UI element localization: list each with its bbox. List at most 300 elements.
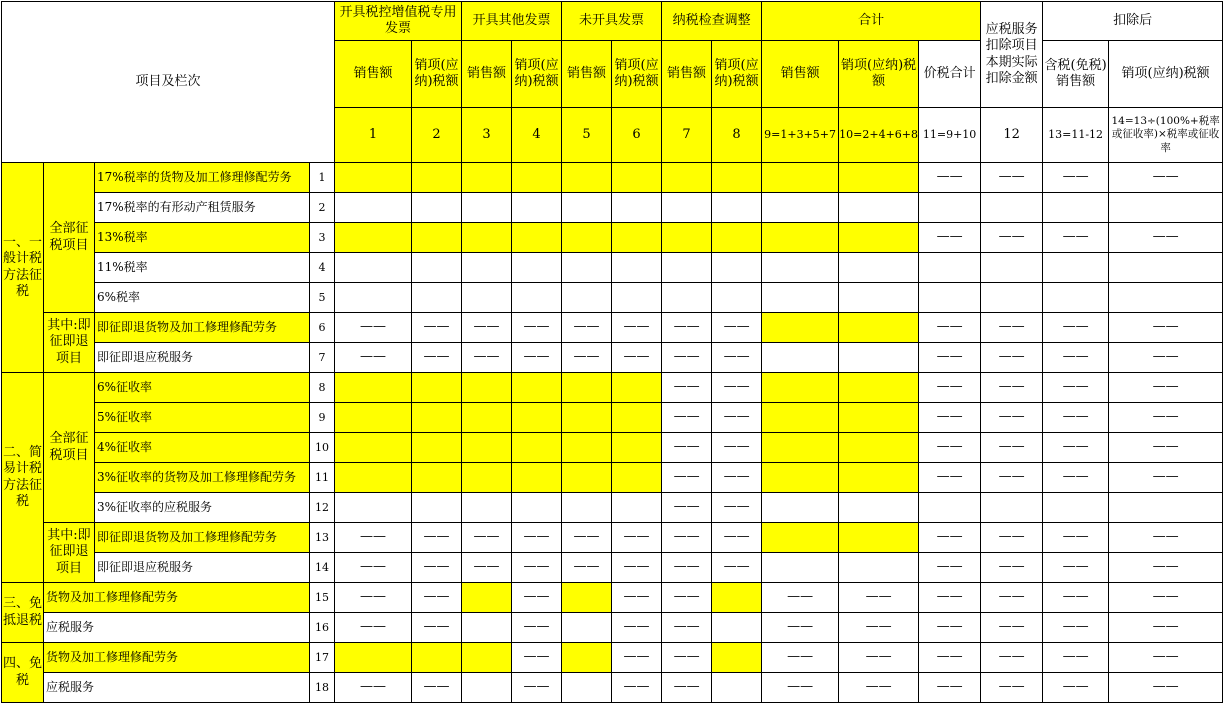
- dash-cell: ——: [662, 523, 712, 553]
- row-number: 12: [310, 493, 335, 523]
- input-cell[interactable]: [762, 523, 839, 553]
- dash-cell: ——: [512, 583, 562, 613]
- subheader: 销售额: [562, 41, 612, 108]
- input-cell[interactable]: [612, 193, 662, 223]
- dash-cell: ——: [919, 373, 981, 403]
- table-row: [2, 193, 1223, 223]
- dash-cell: ——: [412, 553, 462, 583]
- dash-cell: ——: [612, 643, 662, 673]
- input-cell[interactable]: [462, 163, 512, 193]
- input-cell[interactable]: [712, 673, 762, 703]
- row-label: 即征即退应税服务: [95, 343, 310, 373]
- subheader: 销项(应纳)税额: [512, 41, 562, 108]
- input-cell[interactable]: [562, 283, 612, 313]
- dash-cell: ——: [1043, 343, 1109, 373]
- column-number: 9=1+3+5+7: [762, 108, 839, 163]
- input-cell[interactable]: [712, 643, 762, 673]
- row-label: 11%税率: [95, 253, 310, 283]
- table-row: [2, 463, 1223, 493]
- dash-cell: ——: [612, 613, 662, 643]
- input-cell[interactable]: [412, 253, 462, 283]
- dash-cell: ——: [1043, 613, 1109, 643]
- input-cell[interactable]: [562, 583, 612, 613]
- input-cell[interactable]: [412, 403, 462, 433]
- input-cell[interactable]: [839, 493, 919, 523]
- dash-cell: ——: [1109, 223, 1223, 253]
- input-cell[interactable]: [762, 343, 839, 373]
- dash-cell: ——: [919, 673, 981, 703]
- dash-cell: ——: [919, 343, 981, 373]
- column-number: 12: [981, 108, 1043, 163]
- dash-cell: ——: [412, 583, 462, 613]
- dash-cell: ——: [981, 343, 1043, 373]
- dash-cell: ——: [1109, 463, 1223, 493]
- input-cell[interactable]: [562, 673, 612, 703]
- dash-cell: ——: [1043, 163, 1109, 193]
- dash-cell: ——: [839, 673, 919, 703]
- input-cell[interactable]: [1109, 253, 1223, 283]
- input-cell[interactable]: [762, 433, 839, 463]
- dash-cell: ——: [919, 463, 981, 493]
- dash-cell: ——: [612, 583, 662, 613]
- input-cell[interactable]: [712, 283, 762, 313]
- input-cell[interactable]: [462, 463, 512, 493]
- input-cell[interactable]: [562, 433, 612, 463]
- input-cell[interactable]: [919, 493, 981, 523]
- input-cell[interactable]: [839, 403, 919, 433]
- group-header-other-invoice: 开具其他发票: [462, 2, 562, 41]
- table-row: [2, 253, 1223, 283]
- input-cell[interactable]: [562, 493, 612, 523]
- input-cell[interactable]: [412, 433, 462, 463]
- dash-cell: ——: [981, 223, 1043, 253]
- input-cell[interactable]: [662, 223, 712, 253]
- dash-cell: ——: [1043, 643, 1109, 673]
- dash-cell: ——: [335, 553, 412, 583]
- group-header-no-invoice: 未开具发票: [562, 2, 662, 41]
- input-cell[interactable]: [335, 283, 412, 313]
- dash-cell: ——: [512, 613, 562, 643]
- dash-cell: ——: [512, 553, 562, 583]
- row-number: 4: [310, 253, 335, 283]
- subheader: 销项(应纳)税额: [1109, 41, 1223, 108]
- subheader: 销售额: [462, 41, 512, 108]
- dash-cell: ——: [412, 343, 462, 373]
- input-cell[interactable]: [562, 253, 612, 283]
- input-cell[interactable]: [762, 403, 839, 433]
- dash-cell: ——: [919, 553, 981, 583]
- input-cell[interactable]: [839, 463, 919, 493]
- dash-cell: ——: [1109, 313, 1223, 343]
- input-cell[interactable]: [839, 523, 919, 553]
- dash-cell: ——: [981, 433, 1043, 463]
- input-cell[interactable]: [512, 223, 562, 253]
- dash-cell: ——: [712, 403, 762, 433]
- column-number: 1: [335, 108, 412, 163]
- dash-cell: ——: [512, 643, 562, 673]
- input-cell[interactable]: [839, 313, 919, 343]
- input-cell[interactable]: [512, 253, 562, 283]
- dash-cell: ——: [1043, 403, 1109, 433]
- row-label: 即征即退应税服务: [95, 553, 310, 583]
- dash-cell: ——: [1109, 643, 1223, 673]
- dash-cell: ——: [335, 343, 412, 373]
- input-cell[interactable]: [335, 223, 412, 253]
- input-cell[interactable]: [712, 163, 762, 193]
- input-cell[interactable]: [762, 223, 839, 253]
- column-number: 6: [612, 108, 662, 163]
- table-row: [2, 373, 1223, 403]
- dash-cell: ——: [712, 343, 762, 373]
- dash-cell: ——: [462, 343, 512, 373]
- dash-cell: ——: [1109, 553, 1223, 583]
- input-cell[interactable]: [335, 463, 412, 493]
- group-header-total: 合计: [762, 2, 981, 41]
- dash-cell: ——: [1043, 673, 1109, 703]
- input-cell[interactable]: [462, 253, 512, 283]
- dash-cell: ——: [612, 523, 662, 553]
- input-cell[interactable]: [981, 193, 1043, 223]
- row-number: 1: [310, 163, 335, 193]
- input-cell[interactable]: [412, 643, 462, 673]
- input-cell[interactable]: [1109, 193, 1223, 223]
- table-row: [2, 283, 1223, 313]
- input-cell[interactable]: [1043, 283, 1109, 313]
- dash-cell: ——: [412, 673, 462, 703]
- input-cell[interactable]: [662, 253, 712, 283]
- input-cell[interactable]: [562, 403, 612, 433]
- dash-cell: ——: [762, 613, 839, 643]
- dash-cell: ——: [981, 613, 1043, 643]
- column-number: 13=11-12: [1043, 108, 1109, 163]
- dash-cell: ——: [981, 673, 1043, 703]
- input-cell[interactable]: [762, 313, 839, 343]
- input-cell[interactable]: [512, 283, 562, 313]
- item-column-header: 项目及栏次: [2, 2, 335, 163]
- vat-return-table: [1, 1, 1223, 703]
- input-cell[interactable]: [512, 163, 562, 193]
- input-cell[interactable]: [462, 223, 512, 253]
- input-cell[interactable]: [412, 193, 462, 223]
- input-cell[interactable]: [562, 643, 612, 673]
- subheader: 销售额: [335, 41, 412, 108]
- input-cell[interactable]: [981, 493, 1043, 523]
- row-label: 5%征收率: [95, 403, 310, 433]
- dash-cell: ——: [919, 403, 981, 433]
- input-cell[interactable]: [762, 283, 839, 313]
- row-label: 货物及加工修理修配劳务: [44, 643, 310, 673]
- input-cell[interactable]: [562, 373, 612, 403]
- row-number: 7: [310, 343, 335, 373]
- input-cell[interactable]: [712, 193, 762, 223]
- input-cell[interactable]: [512, 193, 562, 223]
- subheader: 销项(应纳)税额: [712, 41, 762, 108]
- dash-cell: ——: [462, 553, 512, 583]
- subheader: 销售额: [662, 41, 712, 108]
- input-cell[interactable]: [662, 193, 712, 223]
- dash-cell: ——: [562, 553, 612, 583]
- dash-cell: ——: [762, 673, 839, 703]
- dash-cell: ——: [981, 583, 1043, 613]
- input-cell[interactable]: [612, 283, 662, 313]
- input-cell[interactable]: [462, 613, 512, 643]
- column-number: 4: [512, 108, 562, 163]
- row-number: 15: [310, 583, 335, 613]
- dash-cell: ——: [712, 433, 762, 463]
- input-cell[interactable]: [1109, 283, 1223, 313]
- input-cell[interactable]: [612, 373, 662, 403]
- dash-cell: ——: [981, 643, 1043, 673]
- input-cell[interactable]: [1109, 493, 1223, 523]
- dash-cell: ——: [1109, 403, 1223, 433]
- dash-cell: ——: [662, 343, 712, 373]
- dash-cell: ——: [712, 553, 762, 583]
- dash-cell: ——: [981, 163, 1043, 193]
- dash-cell: ——: [981, 403, 1043, 433]
- input-cell[interactable]: [839, 433, 919, 463]
- dash-cell: ——: [919, 523, 981, 553]
- input-cell[interactable]: [612, 493, 662, 523]
- input-cell[interactable]: [762, 253, 839, 283]
- dash-cell: ——: [562, 523, 612, 553]
- input-cell[interactable]: [335, 643, 412, 673]
- input-cell[interactable]: [612, 163, 662, 193]
- subheader: 含税(免税)销售额: [1043, 41, 1109, 108]
- table-row: [2, 343, 1223, 373]
- section-label: 二、简易计税方法征税: [2, 373, 44, 583]
- input-cell[interactable]: [562, 613, 612, 643]
- dash-cell: ——: [1109, 373, 1223, 403]
- input-cell[interactable]: [335, 403, 412, 433]
- input-cell[interactable]: [839, 553, 919, 583]
- input-cell[interactable]: [712, 253, 762, 283]
- row-number: 10: [310, 433, 335, 463]
- column-number: 11=9+10: [919, 108, 981, 163]
- input-cell[interactable]: [412, 463, 462, 493]
- input-cell[interactable]: [412, 373, 462, 403]
- dash-cell: ——: [981, 553, 1043, 583]
- table-row: [2, 493, 1223, 523]
- row-number: 9: [310, 403, 335, 433]
- input-cell[interactable]: [562, 163, 612, 193]
- input-cell[interactable]: [762, 553, 839, 583]
- group-header-inspection: 纳税检查调整: [662, 2, 762, 41]
- input-cell[interactable]: [712, 613, 762, 643]
- dash-cell: ——: [839, 643, 919, 673]
- input-cell[interactable]: [612, 433, 662, 463]
- dash-cell: ——: [612, 343, 662, 373]
- subheader: 价税合计: [919, 41, 981, 108]
- dash-cell: ——: [412, 523, 462, 553]
- dash-cell: ——: [1109, 583, 1223, 613]
- input-cell[interactable]: [512, 433, 562, 463]
- row-number: 3: [310, 223, 335, 253]
- input-cell[interactable]: [512, 463, 562, 493]
- input-cell[interactable]: [335, 193, 412, 223]
- input-cell[interactable]: [712, 583, 762, 613]
- input-cell[interactable]: [412, 163, 462, 193]
- input-cell[interactable]: [712, 223, 762, 253]
- group-header-after-deduction: 扣除后: [1043, 2, 1223, 41]
- dash-cell: ——: [1043, 463, 1109, 493]
- input-cell[interactable]: [1043, 193, 1109, 223]
- input-cell[interactable]: [412, 493, 462, 523]
- input-cell[interactable]: [412, 283, 462, 313]
- row-number: 6: [310, 313, 335, 343]
- input-cell[interactable]: [335, 493, 412, 523]
- input-cell[interactable]: [612, 463, 662, 493]
- input-cell[interactable]: [335, 373, 412, 403]
- dash-cell: ——: [512, 673, 562, 703]
- input-cell[interactable]: [562, 193, 612, 223]
- dash-cell: ——: [662, 553, 712, 583]
- dash-cell: ——: [335, 613, 412, 643]
- group-header-deduction: 应税服务扣除项目本期实际扣除金额: [981, 2, 1043, 108]
- input-cell[interactable]: [762, 373, 839, 403]
- dash-cell: ——: [919, 433, 981, 463]
- input-cell[interactable]: [335, 163, 412, 193]
- input-cell[interactable]: [662, 283, 712, 313]
- dash-cell: ——: [662, 433, 712, 463]
- input-cell[interactable]: [612, 253, 662, 283]
- row-label: 应税服务: [44, 673, 310, 703]
- dash-cell: ——: [562, 313, 612, 343]
- input-cell[interactable]: [462, 373, 512, 403]
- dash-cell: ——: [981, 463, 1043, 493]
- row-number: 16: [310, 613, 335, 643]
- dash-cell: ——: [762, 643, 839, 673]
- input-cell[interactable]: [839, 253, 919, 283]
- dash-cell: ——: [335, 313, 412, 343]
- input-cell[interactable]: [981, 253, 1043, 283]
- input-cell[interactable]: [839, 223, 919, 253]
- input-cell[interactable]: [612, 403, 662, 433]
- dash-cell: ——: [612, 553, 662, 583]
- input-cell[interactable]: [839, 283, 919, 313]
- input-cell[interactable]: [462, 643, 512, 673]
- input-cell[interactable]: [462, 493, 512, 523]
- dash-cell: ——: [662, 403, 712, 433]
- row-number: 13: [310, 523, 335, 553]
- input-cell[interactable]: [335, 433, 412, 463]
- subgroup-label: 全部征税项目: [44, 163, 95, 313]
- input-cell[interactable]: [412, 223, 462, 253]
- row-number: 8: [310, 373, 335, 403]
- input-cell[interactable]: [762, 163, 839, 193]
- table-row: [2, 613, 1223, 643]
- dash-cell: ——: [1109, 523, 1223, 553]
- column-number: 5: [562, 108, 612, 163]
- dash-cell: ——: [1109, 343, 1223, 373]
- dash-cell: ——: [1109, 613, 1223, 643]
- dash-cell: ——: [1043, 313, 1109, 343]
- dash-cell: ——: [712, 463, 762, 493]
- input-cell[interactable]: [919, 283, 981, 313]
- dash-cell: ——: [662, 583, 712, 613]
- column-number: 3: [462, 108, 512, 163]
- dash-cell: ——: [839, 613, 919, 643]
- dash-cell: ——: [981, 313, 1043, 343]
- input-cell[interactable]: [462, 283, 512, 313]
- dash-cell: ——: [981, 523, 1043, 553]
- row-label: 即征即退货物及加工修理修配劳务: [95, 523, 310, 553]
- input-cell[interactable]: [462, 193, 512, 223]
- dash-cell: ——: [919, 163, 981, 193]
- input-cell[interactable]: [981, 283, 1043, 313]
- section-label: 三、免抵退税: [2, 583, 44, 643]
- dash-cell: ——: [662, 673, 712, 703]
- input-cell[interactable]: [919, 253, 981, 283]
- dash-cell: ——: [562, 343, 612, 373]
- dash-cell: ——: [919, 613, 981, 643]
- input-cell[interactable]: [462, 583, 512, 613]
- dash-cell: ——: [512, 523, 562, 553]
- dash-cell: ——: [412, 613, 462, 643]
- input-cell[interactable]: [839, 373, 919, 403]
- input-cell[interactable]: [839, 193, 919, 223]
- input-cell[interactable]: [512, 373, 562, 403]
- dash-cell: ——: [981, 373, 1043, 403]
- input-cell[interactable]: [462, 403, 512, 433]
- subheader: 销售额: [762, 41, 839, 108]
- subgroup-label: 其中:即征即退项目: [44, 313, 95, 373]
- dash-cell: ——: [1043, 523, 1109, 553]
- dash-cell: ——: [462, 313, 512, 343]
- dash-cell: ——: [712, 373, 762, 403]
- input-cell[interactable]: [612, 223, 662, 253]
- dash-cell: ——: [662, 463, 712, 493]
- input-cell[interactable]: [1043, 253, 1109, 283]
- input-cell[interactable]: [662, 163, 712, 193]
- input-cell[interactable]: [762, 463, 839, 493]
- dash-cell: ——: [612, 673, 662, 703]
- input-cell[interactable]: [762, 493, 839, 523]
- input-cell[interactable]: [839, 163, 919, 193]
- dash-cell: ——: [662, 613, 712, 643]
- table-row: [2, 433, 1223, 463]
- dash-cell: ——: [839, 583, 919, 613]
- dash-cell: ——: [712, 493, 762, 523]
- column-number: 2: [412, 108, 462, 163]
- dash-cell: ——: [662, 313, 712, 343]
- input-cell[interactable]: [839, 343, 919, 373]
- input-cell[interactable]: [919, 193, 981, 223]
- dash-cell: ——: [335, 583, 412, 613]
- row-label: 6%征收率: [95, 373, 310, 403]
- group-header-special-invoice: 开具税控增值税专用发票: [335, 2, 462, 41]
- dash-cell: ——: [919, 313, 981, 343]
- row-label: 13%税率: [95, 223, 310, 253]
- dash-cell: ——: [712, 313, 762, 343]
- dash-cell: ——: [1109, 163, 1223, 193]
- input-cell[interactable]: [462, 673, 512, 703]
- subheader: 销项(应纳)税额: [612, 41, 662, 108]
- input-cell[interactable]: [335, 253, 412, 283]
- row-number: 5: [310, 283, 335, 313]
- input-cell[interactable]: [562, 463, 612, 493]
- input-cell[interactable]: [512, 493, 562, 523]
- input-cell[interactable]: [562, 223, 612, 253]
- row-label: 3%征收率的货物及加工修理修配劳务: [95, 463, 310, 493]
- input-cell[interactable]: [462, 433, 512, 463]
- row-label: 4%征收率: [95, 433, 310, 463]
- row-number: 11: [310, 463, 335, 493]
- input-cell[interactable]: [1043, 493, 1109, 523]
- table-row: [2, 403, 1223, 433]
- input-cell[interactable]: [512, 403, 562, 433]
- input-cell[interactable]: [762, 193, 839, 223]
- dash-cell: ——: [1109, 673, 1223, 703]
